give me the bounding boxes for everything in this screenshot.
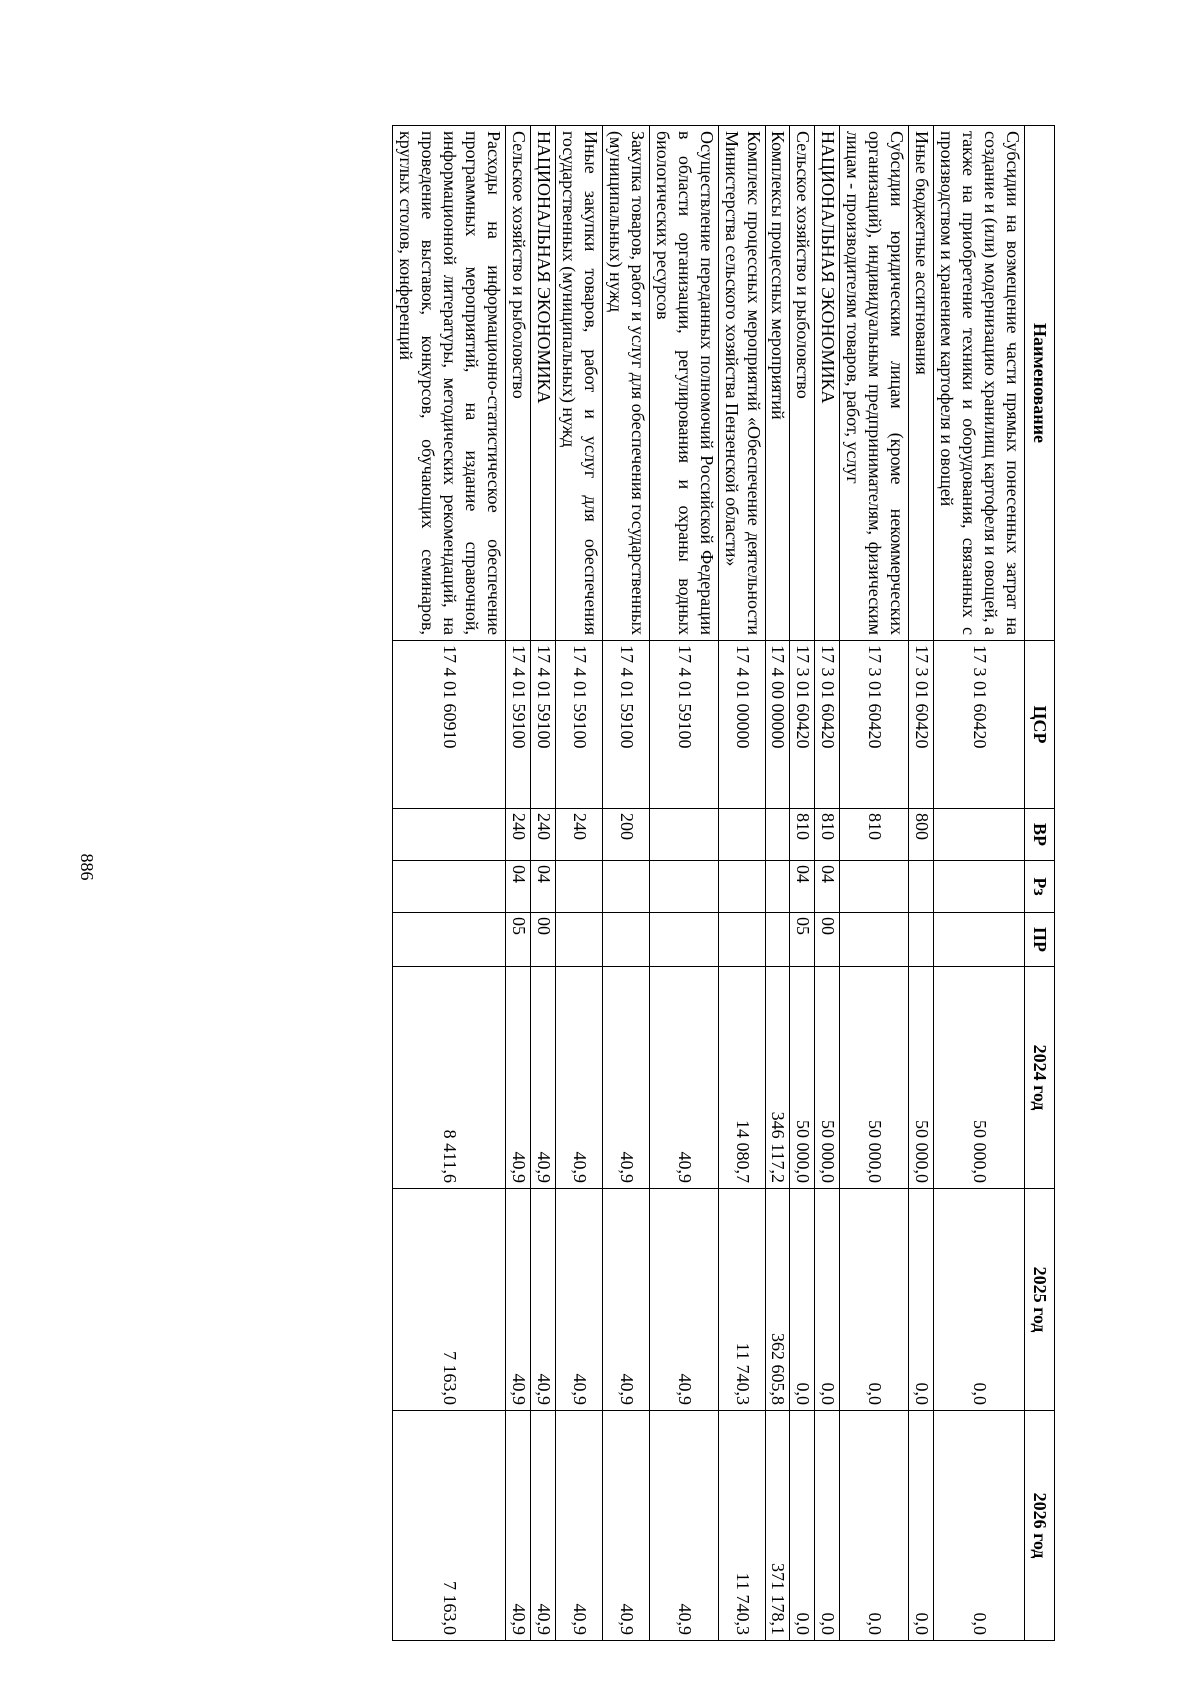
- row-2025: 11 740,3: [718, 1189, 765, 1411]
- row-pr: 00: [815, 913, 840, 967]
- row-2026: 11 740,3: [718, 1411, 765, 1641]
- row-rz: [840, 861, 909, 913]
- row-rz: [909, 861, 934, 913]
- row-2025: 0,0: [840, 1189, 909, 1411]
- row-2025: 7 163,0: [393, 1189, 506, 1411]
- table-row: [602, 126, 649, 1641]
- row-2024: 50 000,0: [840, 967, 909, 1189]
- row-csr: 17 4 01 59100: [506, 641, 531, 809]
- row-vr: [718, 809, 765, 861]
- row-2024: 346 117,2: [765, 967, 790, 1189]
- row-2026: 40,9: [506, 1411, 531, 1641]
- row-name: Комплексы процессных мероприятий: [765, 126, 790, 641]
- row-vr: 240: [506, 809, 531, 861]
- row-vr: [765, 809, 790, 861]
- row-pr: 05: [506, 913, 531, 967]
- table-row: [815, 126, 840, 1641]
- row-2025: 40,9: [530, 1189, 555, 1411]
- row-vr: 810: [840, 809, 909, 861]
- row-csr: 17 3 01 60420: [909, 641, 934, 809]
- row-name: Сельское хозяйство и рыболовство: [506, 126, 531, 641]
- row-2026: 0,0: [909, 1411, 934, 1641]
- row-pr: [602, 913, 649, 967]
- header-2026: 2026 год: [1025, 1411, 1055, 1641]
- table-row: [393, 126, 506, 1641]
- row-2024: 14 080,7: [718, 967, 765, 1189]
- table-row: [506, 126, 531, 1641]
- row-csr: 17 3 01 60420: [934, 641, 1025, 809]
- row-pr: [909, 913, 934, 967]
- row-2024: 8 411,6: [393, 967, 506, 1189]
- row-2025: 0,0: [934, 1189, 1025, 1411]
- row-2025: 40,9: [602, 1189, 649, 1411]
- row-2024: 40,9: [530, 967, 555, 1189]
- row-name: Иные закупки товаров, работ и услуг для обеспечения государственных (муниципальных) нужд: [555, 126, 602, 641]
- row-2025: 362 605,8: [765, 1189, 790, 1411]
- table-row: [840, 126, 909, 1641]
- row-pr: 00: [530, 913, 555, 967]
- row-pr: [934, 913, 1025, 967]
- table-row: [765, 126, 790, 1641]
- row-2025: 40,9: [506, 1189, 531, 1411]
- row-2024: 40,9: [602, 967, 649, 1189]
- row-vr: [649, 809, 718, 861]
- row-rz: [602, 861, 649, 913]
- row-vr: 240: [555, 809, 602, 861]
- row-2026: 0,0: [840, 1411, 909, 1641]
- row-vr: 800: [909, 809, 934, 861]
- row-pr: [718, 913, 765, 967]
- header-2024: 2024 год: [1025, 967, 1055, 1189]
- row-vr: [934, 809, 1025, 861]
- row-2024: 50 000,0: [934, 967, 1025, 1189]
- page-number: 886: [77, 853, 97, 881]
- row-name: Сельское хозяйство и рыболовство: [790, 126, 815, 641]
- row-2024: 50 000,0: [790, 967, 815, 1189]
- table-header-row: [1025, 126, 1055, 1641]
- header-2025: 2025 год: [1025, 1189, 1055, 1411]
- row-vr: [393, 809, 506, 861]
- row-2026: 40,9: [649, 1411, 718, 1641]
- table-row: [718, 126, 765, 1641]
- table-row: [790, 126, 815, 1641]
- row-rz: [934, 861, 1025, 913]
- row-2024: 40,9: [649, 967, 718, 1189]
- row-2026: 40,9: [602, 1411, 649, 1641]
- row-vr: 240: [530, 809, 555, 861]
- row-rz: [718, 861, 765, 913]
- row-csr: 17 3 01 60420: [815, 641, 840, 809]
- row-rz: [393, 861, 506, 913]
- row-2025: 0,0: [815, 1189, 840, 1411]
- row-pr: [649, 913, 718, 967]
- row-2026: 0,0: [790, 1411, 815, 1641]
- row-name: НАЦИОНАЛЬНАЯ ЭКОНОМИКА: [530, 126, 555, 641]
- row-rz: [649, 861, 718, 913]
- row-csr: 17 4 01 59100: [555, 641, 602, 809]
- row-2026: 7 163,0: [393, 1411, 506, 1641]
- row-csr: 17 4 01 59100: [649, 641, 718, 809]
- table-row: [530, 126, 555, 1641]
- row-csr: 17 4 01 59100: [530, 641, 555, 809]
- row-rz: 04: [790, 861, 815, 913]
- row-pr: [555, 913, 602, 967]
- row-2026: 40,9: [530, 1411, 555, 1641]
- row-2024: 40,9: [555, 967, 602, 1189]
- row-2025: 40,9: [555, 1189, 602, 1411]
- row-2024: 50 000,0: [815, 967, 840, 1189]
- table-row: [555, 126, 602, 1641]
- table-row: [909, 126, 934, 1641]
- row-name: Расходы на информационно-статистическое обеспечение программных мероприятий, на издание справочной, информационной литературы, методических рекомендаций, на проведение выставок, конкурсов, обучающих семинаров, круглых столов, конференций: [393, 126, 506, 641]
- row-pr: [393, 913, 506, 967]
- row-2026: 0,0: [815, 1411, 840, 1641]
- row-rz: 04: [506, 861, 531, 913]
- row-pr: [765, 913, 790, 967]
- row-rz: 04: [530, 861, 555, 913]
- header-pr: ПР: [1025, 913, 1055, 967]
- header-vr: ВР: [1025, 809, 1055, 861]
- header-csr: ЦСР: [1025, 641, 1055, 809]
- budget-table-rotated: [135, 125, 1055, 1640]
- row-2024: 50 000,0: [909, 967, 934, 1189]
- row-vr: 200: [602, 809, 649, 861]
- row-rz: [555, 861, 602, 913]
- row-csr: 17 3 01 60420: [840, 641, 909, 809]
- header-name: Наименование: [1025, 126, 1055, 641]
- row-2026: 371 178,1: [765, 1411, 790, 1641]
- table-row: [934, 126, 1025, 1641]
- row-rz: [765, 861, 790, 913]
- row-2025: 0,0: [790, 1189, 815, 1411]
- row-pr: 05: [790, 913, 815, 967]
- row-name: Комплекс процессных мероприятий «Обеспечение деятельности Министерства сельского хозяйства Пензенской области»: [718, 126, 765, 641]
- row-name: Закупка товаров, работ и услуг для обеспечения государственных (муниципальных) нужд: [602, 126, 649, 641]
- row-rz: 04: [815, 861, 840, 913]
- row-name: Субсидии на возмещение части прямых понесенных затрат на создание и (или) модернизацию хранилищ картофеля и овощей, а также на приобретение техники и оборудования, связанных с производством и хранением картофеля и овощей: [934, 126, 1025, 641]
- row-csr: 17 4 01 00000: [718, 641, 765, 809]
- row-pr: [840, 913, 909, 967]
- row-name: Осуществление переданных полномочий Российской Федерации в области организации, регулирования и охраны водных биологических ресурсов: [649, 126, 718, 641]
- table-row: [649, 126, 718, 1641]
- row-2025: 0,0: [909, 1189, 934, 1411]
- row-csr: 17 4 01 59100: [602, 641, 649, 809]
- row-name: НАЦИОНАЛЬНАЯ ЭКОНОМИКА: [815, 126, 840, 641]
- row-csr: 17 4 01 60910: [393, 641, 506, 809]
- row-2026: 40,9: [555, 1411, 602, 1641]
- row-vr: 810: [790, 809, 815, 861]
- budget-table: [392, 125, 1055, 1641]
- row-csr: 17 3 01 60420: [790, 641, 815, 809]
- row-2024: 40,9: [506, 967, 531, 1189]
- header-rz: Рз: [1025, 861, 1055, 913]
- row-name: Субсидии юридическим лицам (кроме некоммерческих организаций), индивидуальным предпринимателям, физическим лицам - производителям товаров, работ, услуг: [840, 126, 909, 641]
- row-2025: 40,9: [649, 1189, 718, 1411]
- row-name: Иные бюджетные ассигнования: [909, 126, 934, 641]
- row-vr: 810: [815, 809, 840, 861]
- row-csr: 17 4 00 00000: [765, 641, 790, 809]
- row-2026: 0,0: [934, 1411, 1025, 1641]
